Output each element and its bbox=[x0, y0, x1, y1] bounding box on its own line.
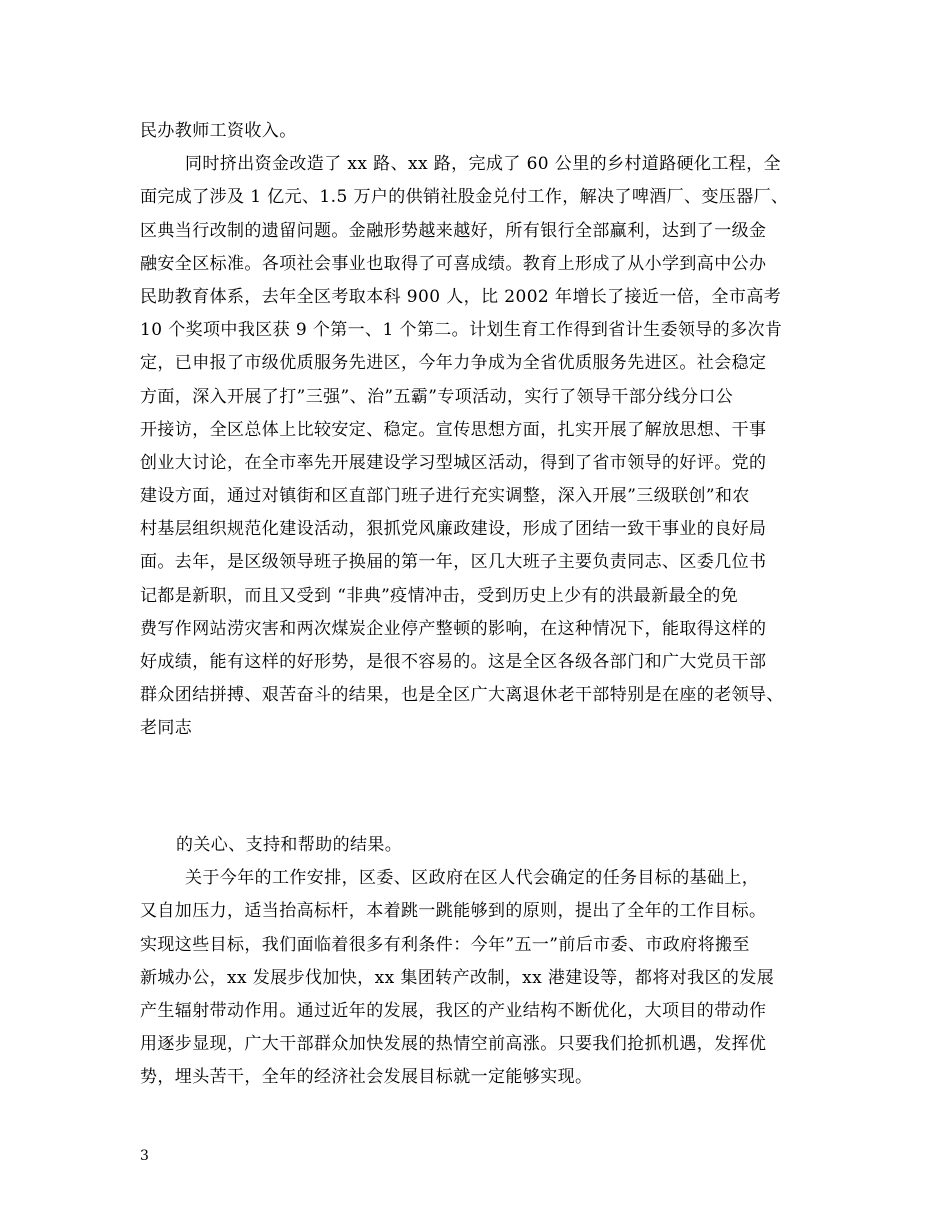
text-line: 创业大讨论，在全市率先开展建设学习型城区活动，得到了省市领导的好评。党的 bbox=[140, 452, 767, 473]
text-line: 记都是新职，而且又受到 “非典”疫情冲击，受到历史上少有的洪最新最全的免 bbox=[140, 585, 739, 606]
body-text-block bbox=[140, 829, 820, 1095]
text-line: 的关心、支持和帮助的结果。 bbox=[176, 835, 403, 855]
text-line: 开接访，全区总体上比较安定、稳定。宣传思想方面，扎实开展了解放思想、干事 bbox=[140, 419, 767, 440]
text-line: 实现这些目标，我们面临着很多有利条件：今年”五一”前后市委、市政府将搬至 bbox=[140, 934, 750, 955]
text-line: 老同志 bbox=[140, 718, 193, 739]
text-line: 产生辐射带动作用。通过近年的发展，我区的产业结构不断优化，大项目的带动作 bbox=[140, 1000, 767, 1021]
text-line: 好成绩，能有这样的好形势，是很不容易的。这是全区各级各部门和广大党员干部 bbox=[140, 652, 767, 672]
text-line: 10 个奖项中我区获 9 个第一、1 个第二。计划生育工作得到省计生委领导的多次肯 bbox=[140, 320, 783, 341]
text-line: 用逐步显现，广大干部群众加快发展的热情空前高涨。只要我们抢抓机遇，发挥优 bbox=[140, 1034, 767, 1055]
text-line: 民办教师工资收入。 bbox=[140, 121, 297, 141]
text-line: 定，已申报了市级优质服务先进区，今年力争成为全省优质服务先进区。社会稳定 bbox=[140, 353, 767, 374]
page-number: 3 bbox=[140, 1148, 149, 1164]
text-line: 群众团结拼搏、艰苦奋斗的结果，也是全区广大离退休老干部特别是在座的老领导、 bbox=[140, 685, 784, 706]
body-text-block bbox=[140, 115, 820, 746]
text-line: 村基层组织规范化建设活动，狠抓党风廉政建设，形成了团结一致干事业的良好局 bbox=[140, 519, 767, 540]
paragraph-first-line: 关于今年的工作安排，区委、区政府在区人代会确定的任务目标的基础上， bbox=[185, 868, 760, 889]
text-line: 又自加压力，适当抬高标杆，本着跳一跳能够到的原则，提出了全年的工作目标。 bbox=[140, 901, 767, 922]
text-line: 面完成了涉及 1 亿元、1.5 万户的供销社股金兑付工作，解决了啤酒厂、变压器厂、 bbox=[140, 187, 789, 208]
text-line: 融安全区标准。各项社会事业也取得了可喜成绩。教育上形成了从小学到高中公办 bbox=[140, 253, 767, 274]
text-line: 建设方面，通过对镇街和区直部门班子进行充实调整，深入开展”三级联创”和农 bbox=[140, 486, 750, 507]
text-line: 费写作网站涝灾害和两次煤炭企业停产整顿的影响，在这种情况下，能取得这样的 bbox=[140, 618, 767, 639]
text-line: 新城办公，xx 发展步伐加快，xx 集团转产改制，xx 港建设等，都将对我区的发展 bbox=[140, 967, 775, 988]
text-line: 民助教育体系，去年全区考取本科 900 人，比 2002 年增长了接近一倍，全市高考 bbox=[140, 286, 782, 307]
text-line: 区典当行改制的遗留问题。金融形势越来越好，所有银行全部赢利，达到了一级金 bbox=[140, 220, 767, 241]
text-line: 势，埋头苦干，全年的经济社会发展目标就一定能够实现。 bbox=[140, 1067, 593, 1088]
text-line: 面。去年，是区级领导班子换届的第一年，区几大班子主要负责同志、区委几位书 bbox=[140, 552, 767, 573]
text-line: 方面，深入开展了打”三强”、治”五霸”专项活动，实行了领导干部分线分口公 bbox=[140, 386, 734, 407]
paragraph-first-line: 同时挤出资金改造了 xx 路、xx 路，完成了 60 公里的乡村道路硬化工程，全 bbox=[185, 154, 781, 175]
